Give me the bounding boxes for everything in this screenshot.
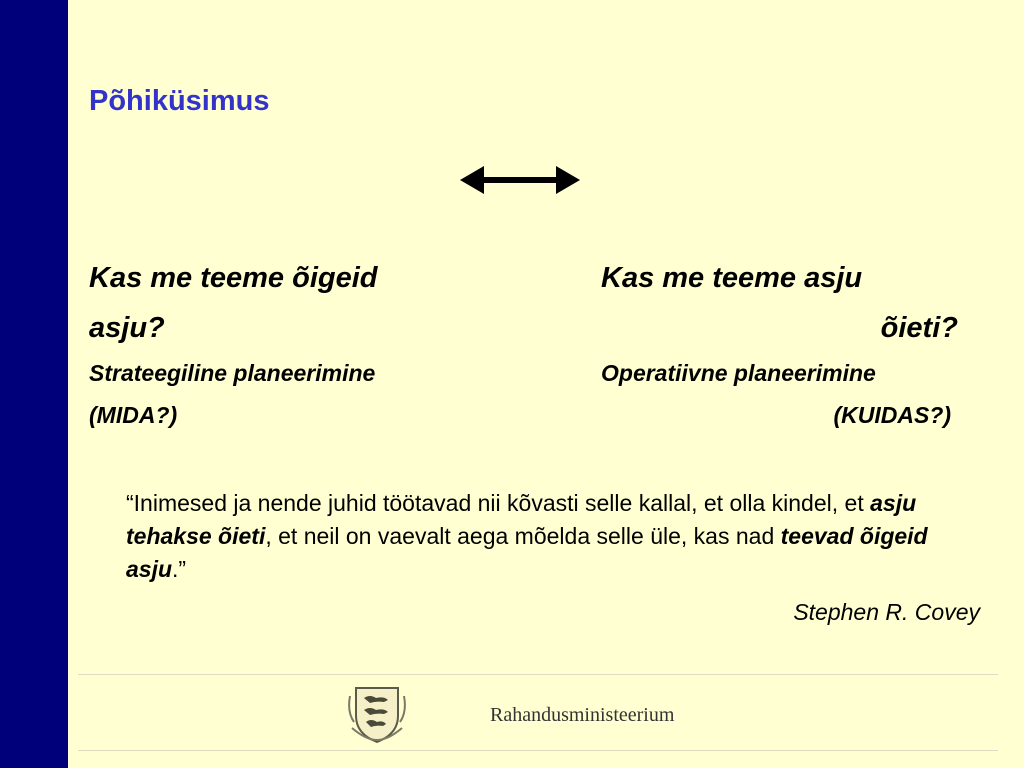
- quote-emphasis-2: teevad õigeid asju: [126, 523, 928, 582]
- left-question-line1: Kas me teeme õigeid: [89, 262, 378, 294]
- ministry-name: Rahandusministeerium: [490, 704, 675, 726]
- right-question-line1: Kas me teeme asju: [601, 262, 863, 294]
- right-planning-question: (KUIDAS?): [833, 402, 951, 428]
- covey-quote: [126, 487, 966, 586]
- coat-of-arms-icon: [346, 682, 408, 744]
- quote-emphasis-1: asju tehakse õieti: [126, 490, 917, 549]
- slide-title: Põhiküsimus: [89, 85, 270, 117]
- quote-text-part2: , et neil on vaevalt aega mõelda selle üle, kas nad: [265, 523, 781, 549]
- left-planning-type: Strateegiline planeerimine: [89, 360, 376, 386]
- footer-bottom-divider: [78, 750, 998, 751]
- quote-text-part1: “Inimesed ja nende juhid töötavad nii kõvasti selle kallal, et olla kindel, et: [126, 490, 871, 516]
- footer-top-divider: [78, 674, 998, 675]
- side-bar: [0, 0, 68, 768]
- quote-author: Stephen R. Covey: [793, 599, 980, 625]
- double-headed-arrow-icon: [460, 164, 580, 196]
- quote-text-part3: .”: [172, 556, 187, 582]
- right-question-line2: õieti?: [880, 312, 958, 344]
- left-planning-question: (MIDA?): [89, 402, 178, 428]
- left-question-line2: asju?: [89, 312, 165, 344]
- right-planning-type: Operatiivne planeerimine: [601, 360, 876, 386]
